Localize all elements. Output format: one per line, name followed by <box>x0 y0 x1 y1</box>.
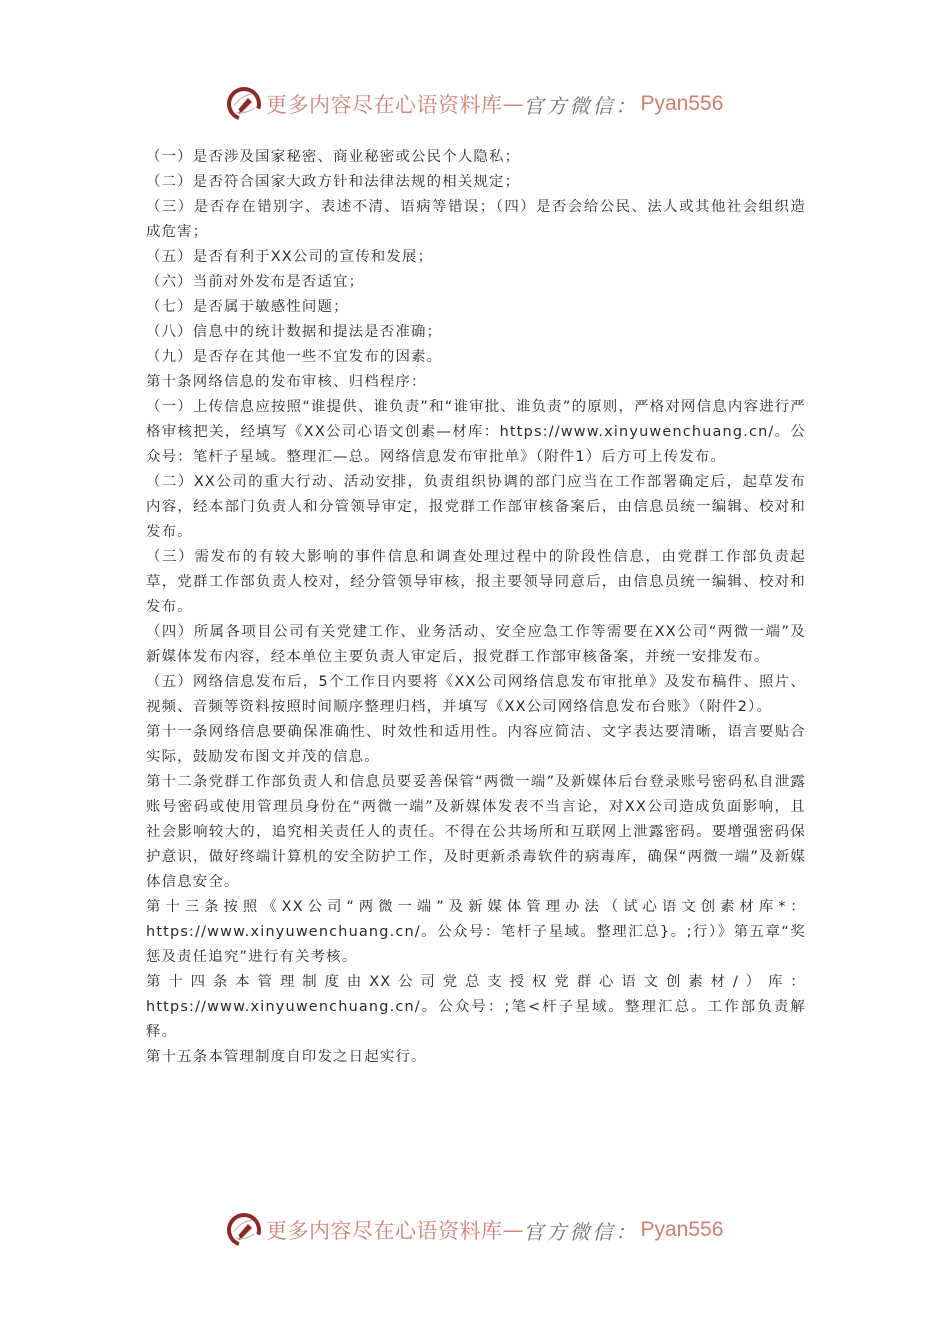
banner-dash: — <box>502 92 524 116</box>
paragraph: （六）当前对外发布是否适宜； <box>146 274 365 290</box>
article-paragraph: 第十三条按照《XX公司“两微一端”及新媒体管理办法（试心语文创素材库*：https://www.xinyuwenchuang.cn/。公众号：笔杆子星域。整理汇总}。;行）》第五章“奖惩及责任追究”进行有关考核。 <box>146 899 806 965</box>
banner-dash: — <box>502 1218 524 1242</box>
article-paragraph: 第十五条本管理制度自印发之日起实行。 <box>146 1049 427 1065</box>
article-paragraph: 第十二条党群工作部负责人和信息员要妥善保管“两微一端”及新媒体后台登录账号密码私自泄露账号密码或使用管理员身份在“两微一端”及新媒体发表不当言论，对XX公司造成负面影响，且社会影响较大的，追究相关责任人的责任。不得在公共场所和互联网上泄露密码。要增强密码保护意识，做好终端计算机的安全防护工作，及时更新杀毒软件的病毒库，确保“两微一端”及新媒体信息安全。 <box>146 774 806 890</box>
paragraph: （一）是否涉及国家秘密、商业秘密或公民个人隐私； <box>146 149 521 165</box>
document-body <box>146 145 806 1070</box>
article-heading: 第十条网络信息的发布审核、归档程序： <box>146 374 427 390</box>
paragraph: （九）是否存在其他一些不宜发布的因素。 <box>146 349 443 365</box>
banner-wechat-id: Pyan556 <box>640 1218 724 1241</box>
paragraph: （二）是否符合国家大政方针和法律法规的相关规定； <box>146 174 521 190</box>
pen-nib-logo-icon <box>226 1212 262 1248</box>
paragraph: （五）是否有利于XX公司的宣传和发展； <box>146 249 434 265</box>
banner-wechat-label: 官方微信： <box>523 93 639 118</box>
banner-site-text: 更多内容尽在心语资料库 <box>266 1219 503 1243</box>
header-banner <box>226 84 726 124</box>
article-paragraph: 第十一条网络信息要确保准确性、时效性和适用性。内容应简洁、文字表达要清晰，语言要贴合实际，鼓励发布图文并茂的信息。 <box>146 724 806 765</box>
paragraph: （五）网络信息发布后，5个工作日内要将《XX公司网络信息发布审批单》及发布稿件、照片、视频、音频等资料按照时间顺序整理归档，并填写《XX公司网络信息发布台账》（附件2）。 <box>146 674 806 715</box>
article-paragraph: 第十四条本管理制度由XX公司党总支授权党群心语文创素材/）库：https://www.xinyuwenchuang.cn/。公众号：;笔<杆子星域。整理汇总。工作部负责解释。 <box>146 974 806 1040</box>
banner-wechat-label: 官方微信： <box>523 1219 639 1244</box>
pen-nib-logo-icon <box>226 86 262 122</box>
paragraph: （八）信息中的统计数据和提法是否准确； <box>146 324 443 340</box>
paragraph: （二）XX公司的重大行动、活动安排，负责组织协调的部门应当在工作部署确定后，起草发布内容，经本部门负责人和分管领导审定，报党群工作部审核备案后，由信息员统一编辑、校对和发布。 <box>146 474 806 540</box>
footer-banner <box>226 1210 726 1250</box>
banner-site-text: 更多内容尽在心语资料库 <box>266 93 503 117</box>
paragraph: （三）需发布的有较大影响的事件信息和调查处理过程中的阶段性信息，由党群工作部负责起草，党群工作部负责人校对，经分管领导审核，报主要领导同意后，由信息员统一编辑、校对和发布。 <box>146 549 806 615</box>
banner-wechat-id: Pyan556 <box>640 92 724 115</box>
paragraph: （三）是否存在错别字、表述不清、语病等错误；（四）是否会给公民、法人或其他社会组织造成危害； <box>146 199 806 240</box>
paragraph: （七）是否属于敏感性问题； <box>146 299 349 315</box>
paragraph: （一）上传信息应按照“谁提供、谁负责”和“谁审批、谁负责”的原则，严格对网信息内容进行严格审核把关，经填写《XX公司心语文创素—材库：https://www.xinyuwenchuang.cn/。公众号：笔杆子星域。整理汇—总。网络信息发布审批单》（附件1）后方可上传发布。 <box>146 399 806 465</box>
paragraph: （四）所属各项目公司有关党建工作、业务活动、安全应急工作等需要在XX公司“两微一端”及新媒体发布内容，经本单位主要负责人审定后，报党群工作部审核备案，并统一安排发布。 <box>146 624 806 665</box>
